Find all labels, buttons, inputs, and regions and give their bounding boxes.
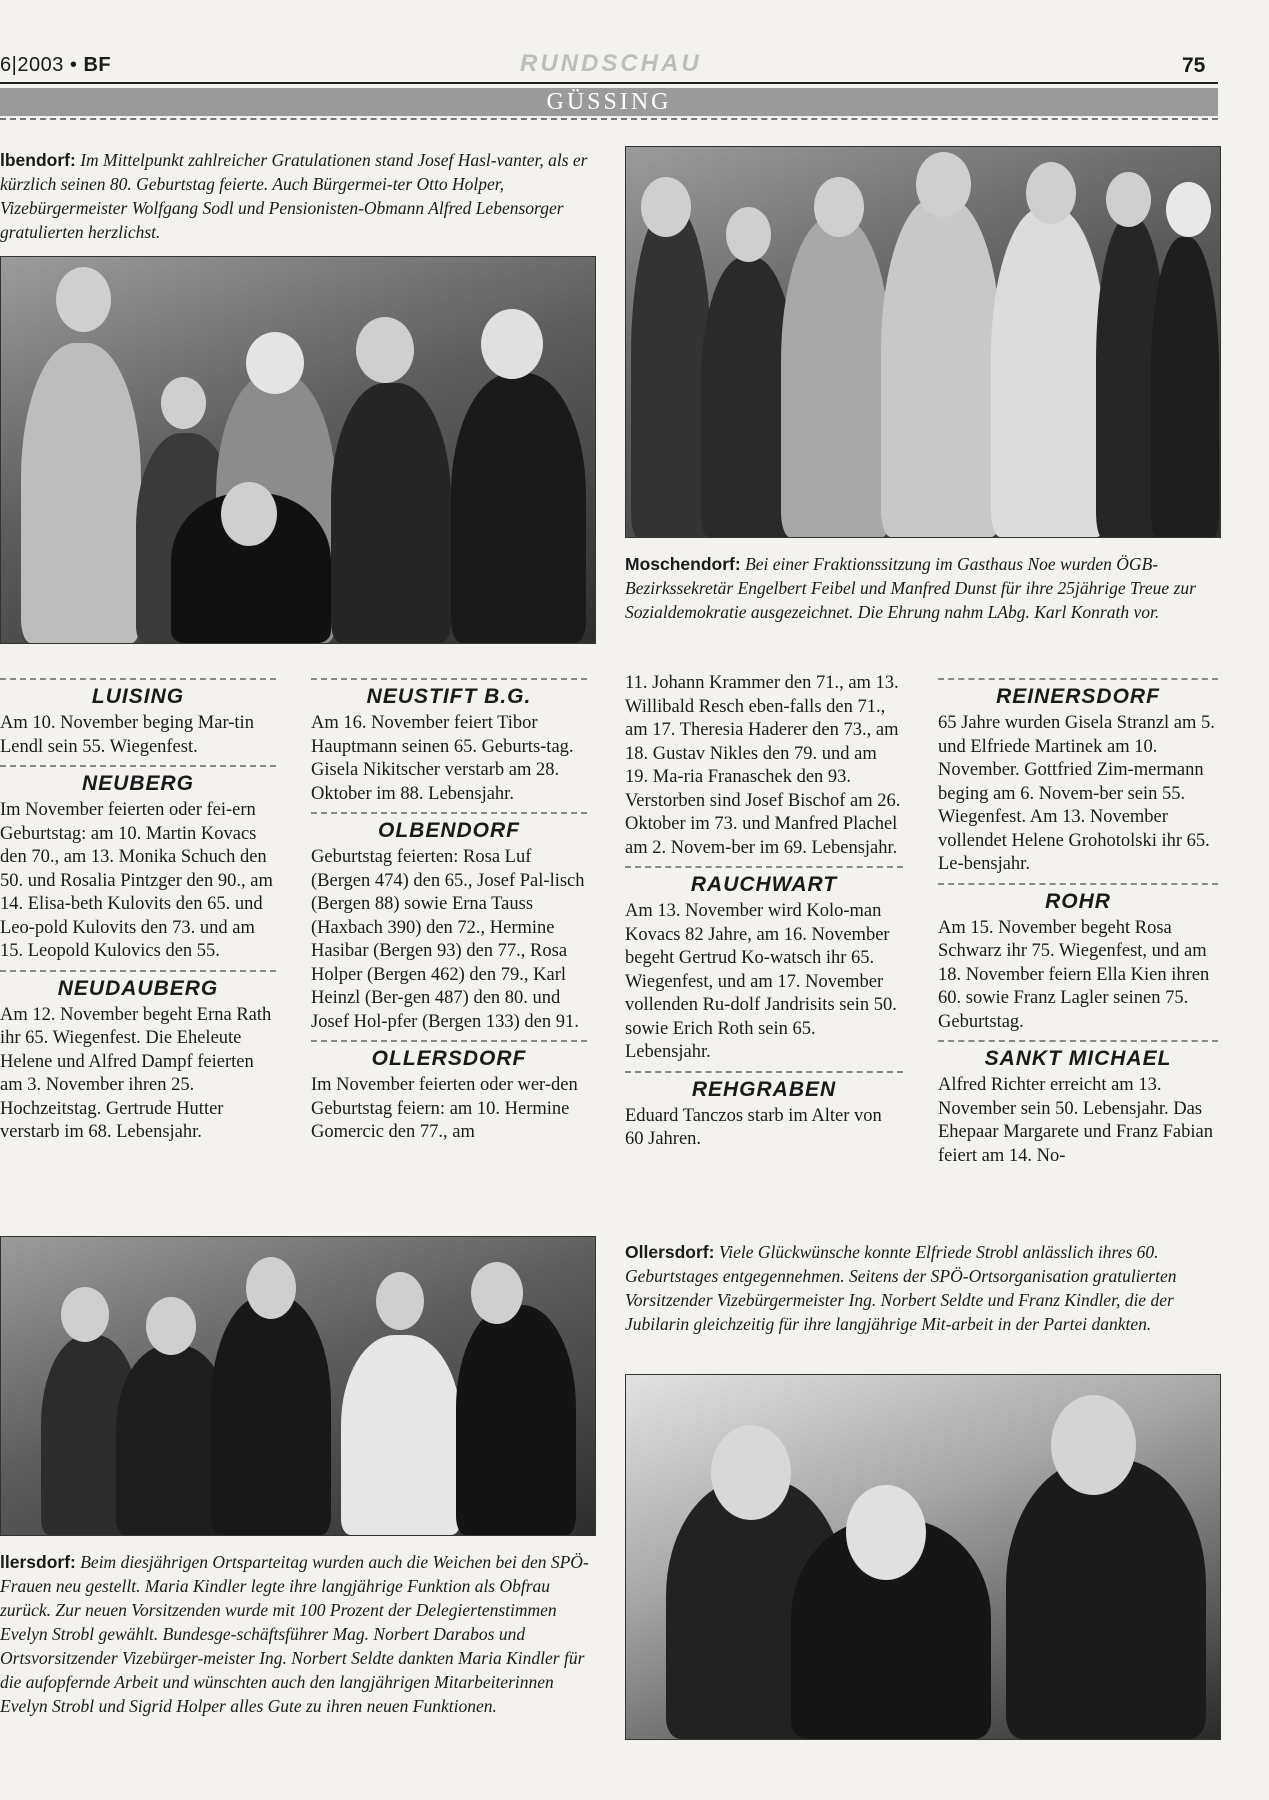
place-heading: RAUCHWART	[625, 866, 903, 898]
issue-line: 6|2003 • BF	[0, 54, 112, 76]
divider	[0, 118, 1218, 120]
caption-ollersdorf-right: Ollersdorf: Viele Glückwünsche konnte Elfriede Strobl anlässlich ihres 60. Geburtstages entgegennehmen. Seitens der SPÖ-Ortsorganisation gratulierten Vorsitzender Vizebürgermeister Ing. Norbert Seldte und Franz Kindler, die der Jubilarin gleichzeitig für ihre langjährige Mit-arbeit in der Partei dankten.	[625, 1242, 1177, 1334]
article-text: Im November feierten oder fei-ern Geburtstag: am 10. Martin Kovacs den 70., am 13. Monika Schuch den 50. und Rosalia Pintzger den 90., am 14. Elisa-beth Kulovits den 65. und Leo-pold Kulovits den 73. und am 15. Leopold Kulovics den 55.	[0, 800, 273, 961]
caption-ollersdorf-left: llersdorf: Beim diesjährigen Ortsparteitag wurden auch die Weichen bei den SPÖ-Frauen neu gestellt. Maria Kindler legte ihre langjährige Funktion als Obfrau zurück. Zur neuen Vorsitzenden wurde mit 100 Prozent der Delegiertenstimmen Evelyn Strobl gewählt. Bundesge-schäftsführer Mag. Norbert Darabos und Ortsvorsitzender Vizebürger-meister Ing. Norbert Seldte dankten Maria Kindler für die aufopfernde Arbeit und wünschten auch den langjährigen Mitarbeiterinnen Evelyn Strobl und Sigrid Holper alles Gute zu ihren neuen Funktionen.	[0, 1552, 589, 1716]
article-text: Am 13. November wird Kolo-man Kovacs 82 Jahre, am 16. November begeht Gertrud Ko-watsch ihr 65. Wiegenfest, und am 17. November vollenden Ru-dolf Jandrisits sein 50. sowie Erich Roth sein 65. Lebensjahr.	[625, 901, 897, 1062]
place-heading: OLBENDORF	[311, 812, 587, 844]
column-4	[938, 672, 1218, 1168]
article-text: Alfred Richter erreicht am 13. November sein 50. Lebensjahr. Das Ehepaar Margarete und Franz Fabian feiert am 14. No-	[938, 1075, 1213, 1166]
article-text: Eduard Tanczos starb im Alter von 60 Jahren.	[625, 1105, 882, 1149]
section-title: GÜSSING	[546, 89, 672, 115]
place-heading: NEUBERG	[0, 765, 276, 797]
page-title: RUNDSCHAU	[520, 50, 702, 77]
photo-olbendorf-birthday	[0, 256, 596, 644]
place-heading: OLLERSDORF	[311, 1040, 587, 1072]
article-text: 65 Jahre wurden Gisela Stranzl am 5. und Elfriede Martinek am 10. November. Gottfried Zim-mermann beging am 6. Novem-ber sein 55. Wiegenfest. Am 13. November vollendet Helene Grohotolski ihr 65. Le-bensjahr.	[938, 713, 1215, 874]
photo-ollersdorf-birthday	[625, 1374, 1221, 1740]
photo-ollersdorf-party	[0, 1236, 596, 1536]
article-text: Am 12. November begeht Erna Rath ihr 65. Wiegenfest. Die Eheleute Helene und Alfred Dampf feierten am 3. November ihren 25. Hochzeitstag. Gertrude Hutter verstarb im 68. Lebensjahr.	[0, 1004, 272, 1142]
place-heading: NEUDAUBERG	[0, 970, 276, 1002]
article-text: 11. Johann Krammer den 71., am 13. Willibald Resch eben-falls den 71., am 17. Theresia Haderer den 73., am 18. Gustav Nikles den 79. und am 19. Ma-ria Franaschek den 93. Verstorben sind Josef Bischof am 26. Oktober im 73. und Manfred Plachel am 2. Novem-ber im 69. Lebensjahr.	[625, 673, 901, 858]
caption-olbendorf-top: lbendorf: Im Mittelpunkt zahlreicher Gratulationen stand Josef Hasl-vanter, als er kürzlich seinen 80. Geburtstag feierte. Auch Bürgermei-ter Otto Holper, Vizebürgermeister Wolfgang Sodl und Pensionisten-Obmann Alfred Lebensorger gratulierten herzlichst.	[0, 150, 588, 242]
column-2	[311, 672, 587, 1145]
caption-moschendorf: Moschendorf: Bei einer Fraktionssitzung im Gasthaus Noe wurden ÖGB-Bezirkssekretär Engelbert Feibel und Manfred Dunst für ihre 25jährige Treue zur Sozialdemokratie ausgezeichnet. Die Ehrung nahm LAbg. Karl Konrath vor.	[625, 554, 1196, 622]
place-heading: REHGRABEN	[625, 1071, 903, 1103]
place-heading: ROHR	[938, 883, 1218, 915]
photo-moschendorf-honor	[625, 146, 1221, 538]
header-rule	[0, 82, 1218, 84]
column-1	[0, 672, 276, 1145]
article-text: Geburtstag feierten: Rosa Luf (Bergen 474) den 65., Josef Pal-lisch (Bergen 88) sowie Erna Tauss (Haxbach 390) den 72., Hermine Hasibar (Bergen 93) den 77., Rosa Holper (Bergen 462) den 79., Karl Heinzl (Ber-gen 487) den 80. und Josef Hol-pfer (Bergen 133) den 91.	[311, 847, 585, 1032]
place-heading: REINERSDORF	[938, 678, 1218, 710]
article-text: Im November feierten oder wer-den Geburtstag feiern: am 10. Hermine Gomercic den 77., am	[311, 1075, 578, 1142]
place-heading: NEUSTIFT B.G.	[311, 678, 587, 710]
place-heading: LUISING	[0, 678, 276, 710]
magazine-name: BF	[83, 54, 112, 76]
page-number: 75	[1182, 54, 1206, 77]
article-text: Am 16. November feiert Tibor Hauptmann seinen 65. Geburts-tag. Gisela Nikitscher verstarb am 28. Oktober im 88. Lebensjahr.	[311, 713, 574, 804]
column-3	[625, 672, 903, 1152]
place-heading: SANKT MICHAEL	[938, 1040, 1218, 1072]
article-text: Am 15. November begeht Rosa Schwarz ihr 75. Wiegenfest, und am 18. November feiern Ella Kien ihren 60. sowie Franz Lagler seinen 75. Geburtstag.	[938, 917, 1210, 1032]
article-text: Am 10. November beging Mar-tin Lendl sein 55. Wiegenfest.	[0, 713, 254, 757]
